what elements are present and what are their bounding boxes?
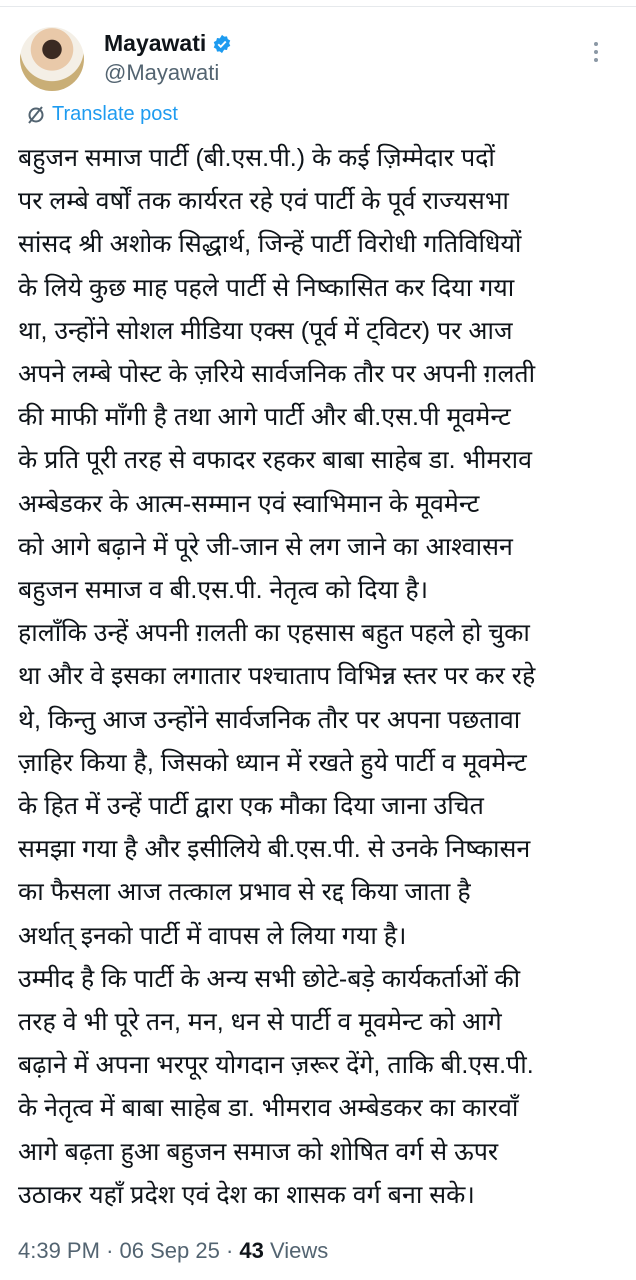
post-text-line: तरह वे भी पूरे तन, मन, धन से पार्टी व मूवमेन्ट को आगे	[18, 1008, 502, 1037]
post-text-line: को आगे बढ़ाने में पूरे जी-जान से लग जाने का आश्वासन	[18, 532, 513, 561]
post-text-line: था, उन्होंने सोशल मीडिया एक्स (पूर्व में ट्विटर) पर आज	[18, 316, 513, 345]
post-text-line: था और वे इसका लगातार पश्चाताप विभिन्न स्तर पर कर रहे	[18, 662, 536, 691]
translate-icon	[26, 105, 46, 125]
post-text-line: हालाँकि उन्हें अपनी ग़लती का एहसास बहुत पहले हो चुका	[18, 619, 530, 648]
post-text-line: उम्मीद है कि पार्टी के अन्य सभी छोटे-बड़े कार्यकर्ताओं की	[18, 964, 521, 993]
post-text-line: पर लम्बे वर्षों तक कार्यरत रहे एवं पार्टी के पूर्व राज्यसभा	[18, 187, 509, 216]
post-text-line: बहुजन समाज व बी.एस.पी. नेतृत्व को दिया है।	[18, 576, 429, 605]
post-text-line: बढ़ाने में अपना भरपूर योगदान ज़रूर देंगे, ताकि बी.एस.पी.	[18, 1051, 534, 1080]
divider	[0, 6, 636, 7]
avatar[interactable]	[20, 27, 84, 91]
author-name[interactable]: Mayawati	[104, 30, 207, 56]
translate-post-link[interactable]	[26, 103, 178, 126]
verified-badge-icon	[212, 34, 232, 54]
post-time[interactable]: 4:39 PM	[18, 1238, 100, 1263]
more-options-icon[interactable]	[594, 42, 600, 66]
post-date[interactable]: 06 Sep 25	[119, 1238, 220, 1263]
post-text-line: के नेतृत्व में बाबा साहेब डा. भीमराव अम्बेडकर का कारवाँ	[18, 1094, 519, 1123]
views-count: 43	[239, 1238, 264, 1263]
separator: ·	[106, 1238, 114, 1263]
post-text-line: बहुजन समाज पार्टी (बी.एस.पी.) के कई ज़िम्मेदार पदों	[18, 144, 495, 172]
author-handle[interactable]: @Mayawati	[104, 60, 220, 85]
author-name-row[interactable]	[104, 30, 232, 57]
post-text-line: के प्रति पूरी तरह से वफादर रहकर बाबा साहेब डा. भीमराव	[18, 446, 533, 475]
post-text-line: उठाकर यहाँ प्रदेश एवं देश का शासक वर्ग बना सके।	[18, 1180, 475, 1209]
post-text-line: थे, किन्तु आज उन्होंने सार्वजनिक तौर पर अपना पछतावा	[18, 705, 521, 734]
post-text-line: अम्बेडकर के आत्म-सम्मान एवं स्वाभिमान के मूवमेन्ट	[18, 489, 480, 518]
post-text	[18, 137, 628, 1217]
post-meta	[18, 1238, 328, 1264]
post-text-line: के हित में उन्हें पार्टी द्वारा एक मौका दिया जाना उचित	[18, 792, 484, 821]
separator: ·	[225, 1238, 234, 1263]
post-text-line: अर्थात् इनको पार्टी में वापस ले लिया गया है।	[18, 921, 407, 950]
post-text-line: के लिये कुछ माह पहले पार्टी से निष्कासित कर दिया गया	[18, 273, 515, 302]
translate-label[interactable]: Translate post	[52, 103, 178, 125]
post-text-line: आगे बढ़ता हुआ बहुजन समाज को शोषित वर्ग से ऊपर	[18, 1137, 499, 1166]
post-text-line: की माफी माँगी है तथा आगे पार्टी और बी.एस.पी मूवमेन्ट	[18, 403, 511, 432]
post-text-line: अपने लम्बे पोस्ट के ज़रिये सार्वजनिक तौर पर अपनी ग़लती	[18, 360, 536, 389]
post-text-line: का फैसला आज तत्काल प्रभाव से रद्द किया जाता है	[18, 878, 471, 907]
post-text-line: सांसद श्री अशोक सिद्धार्थ, जिन्हें पार्टी विरोधी गतिविधियों	[18, 230, 522, 259]
post-text-line: ज़ाहिर किया है, जिसको ध्यान में रखते हुये पार्टी व मूवमेन्ट	[18, 748, 527, 777]
views-label: Views	[270, 1238, 329, 1263]
post-text-line: समझा गया है और इसीलिये बी.एस.पी. से उनके निष्कासन	[18, 835, 531, 864]
